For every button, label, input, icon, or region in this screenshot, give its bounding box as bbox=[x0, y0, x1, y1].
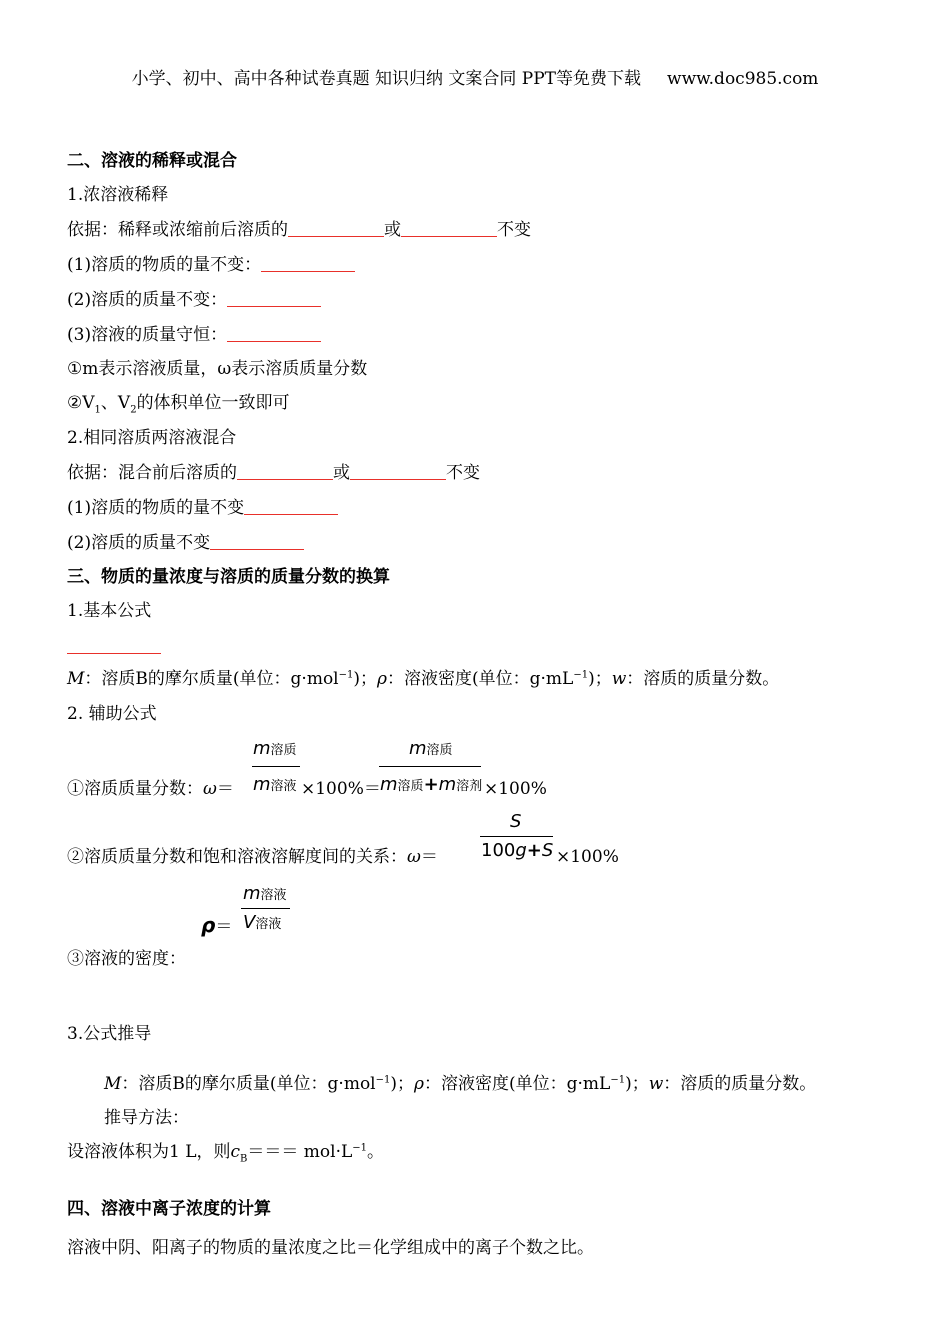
s2-sub2: 2.相同溶质两溶液混合 bbox=[67, 428, 237, 448]
s2-item-j2 bbox=[67, 532, 304, 554]
note2-a: ②V bbox=[67, 393, 95, 413]
f1b-den-sub1: 溶质 bbox=[397, 779, 424, 794]
page-header bbox=[0, 64, 950, 89]
f1-num-m: m bbox=[253, 738, 271, 759]
f3-den-v: V bbox=[243, 912, 256, 933]
legend-w: w bbox=[611, 669, 627, 689]
f1b-den-m1: m bbox=[380, 774, 398, 795]
legend-a: ：溶质B的摩尔质量(单位：g·mol bbox=[84, 669, 339, 689]
s2-basis bbox=[67, 219, 531, 241]
derive-sup: −1 bbox=[352, 1142, 368, 1154]
f1-label-text: ①溶质质量分数： bbox=[67, 779, 203, 799]
f2-eq: ＝ bbox=[420, 847, 438, 867]
f1-den-m: m bbox=[253, 774, 271, 795]
f2-pct: ×100% bbox=[556, 847, 619, 867]
s2-item-3-text: (3)溶液的质量守恒： bbox=[67, 325, 228, 345]
section-3-heading: 三、物质的量浓度与溶质的质量分数的换算 bbox=[67, 567, 390, 587]
legend-d: )； bbox=[588, 669, 612, 689]
f2-omega: ω bbox=[407, 847, 421, 867]
f1-numerator bbox=[253, 738, 297, 759]
f3-numerator bbox=[243, 883, 287, 904]
f1-omega: ω bbox=[203, 779, 217, 799]
f1b-pct: ×100% bbox=[484, 779, 547, 799]
f3-den-sub: 溶液 bbox=[255, 917, 282, 932]
s2-j1-text: (1)溶质的物质的量不变 bbox=[67, 498, 245, 518]
f1b-num-sub: 溶质 bbox=[426, 743, 453, 758]
s2-basis-2 bbox=[67, 462, 480, 484]
s2-j2-text: (2)溶质的质量不变 bbox=[67, 533, 211, 553]
legend2-c: ：溶液密度(单位：g·mL bbox=[424, 1074, 611, 1094]
f2-den-g: g bbox=[515, 840, 527, 861]
f3-rho bbox=[201, 913, 232, 938]
section-4-heading: 四、溶液中离子浓度的计算 bbox=[67, 1199, 271, 1219]
fraction-bar bbox=[379, 766, 481, 767]
derive-method: 推导方法： bbox=[104, 1108, 189, 1128]
legend-M: M bbox=[67, 669, 85, 689]
legend2-w: w bbox=[648, 1074, 664, 1094]
f2-num-s: S bbox=[510, 811, 522, 832]
s2-basis2-or: 或 bbox=[333, 463, 350, 483]
f2-den-plus: + bbox=[526, 840, 542, 861]
f2-den-s: S bbox=[541, 840, 554, 861]
f3-num-m: m bbox=[243, 883, 261, 904]
answer-blank[interactable] bbox=[227, 290, 321, 307]
s3-sub1: 1.基本公式 bbox=[67, 601, 152, 621]
s3-sub2: 2. 辅助公式 bbox=[67, 704, 157, 724]
header-url[interactable]: www.doc985.com bbox=[667, 69, 819, 89]
legend2-sup2: −1 bbox=[610, 1074, 626, 1086]
derive-line bbox=[67, 1141, 384, 1163]
f2-den-100: 100 bbox=[481, 840, 516, 861]
f1b-num-m: m bbox=[409, 738, 427, 759]
fraction-bar bbox=[241, 908, 290, 909]
f3-num-sub: 溶液 bbox=[260, 888, 287, 903]
derive-c: c bbox=[230, 1142, 241, 1162]
s2-item-2-text: (2)溶质的质量不变： bbox=[67, 290, 228, 310]
s2-item-j1 bbox=[67, 497, 338, 519]
f2-label-text: ②溶质质量分数和饱和溶液溶解度间的关系： bbox=[67, 847, 407, 867]
derive-line-b: ＝＝＝ mol·L bbox=[247, 1142, 353, 1162]
fraction-bar bbox=[480, 836, 553, 837]
f1-num-sub: 溶质 bbox=[270, 743, 297, 758]
answer-blank[interactable] bbox=[210, 533, 304, 550]
f1b-den-m2: m bbox=[438, 774, 457, 795]
legend-c: ：溶液密度(单位：g·mL bbox=[387, 669, 574, 689]
legend2-a: ：溶质B的摩尔质量(单位：g·mol bbox=[121, 1074, 376, 1094]
answer-blank[interactable] bbox=[261, 255, 355, 272]
legend-e: ：溶质的质量分数。 bbox=[626, 669, 780, 689]
section-2-heading: 二、溶液的稀释或混合 bbox=[67, 151, 237, 171]
legend2-sup1: −1 bbox=[375, 1074, 391, 1086]
s2-note-2 bbox=[67, 392, 290, 414]
f1-label bbox=[67, 778, 234, 800]
f3-label: ③溶液的密度： bbox=[67, 949, 186, 969]
legend2-rho: ρ bbox=[414, 1074, 425, 1094]
s3-sub3: 3.公式推导 bbox=[67, 1024, 152, 1044]
f1b-numerator bbox=[409, 738, 453, 759]
s2-basis-text: 依据：稀释或浓缩前后溶质的 bbox=[67, 220, 288, 240]
legend-rho: ρ bbox=[377, 669, 388, 689]
fraction-bar bbox=[252, 766, 300, 767]
s2-item-1-text: (1)溶质的物质的量不变： bbox=[67, 255, 262, 275]
s2-sub1: 1.浓溶液稀释 bbox=[67, 185, 169, 205]
f2-denominator bbox=[481, 840, 553, 861]
note2-c: 的体积单位一致即可 bbox=[136, 393, 290, 413]
s2-basis2-text: 依据：混合前后溶质的 bbox=[67, 463, 237, 483]
legend-sup2: −1 bbox=[573, 669, 589, 681]
answer-blank[interactable] bbox=[288, 220, 384, 237]
f1-eq: ＝ bbox=[216, 779, 234, 799]
f3-denominator bbox=[243, 912, 281, 933]
s2-note-1: ①m表示溶液质量，ω表示溶质质量分数 bbox=[67, 359, 368, 379]
answer-blank[interactable] bbox=[67, 653, 161, 654]
answer-blank[interactable] bbox=[350, 463, 446, 480]
f3-rho-symbol: ρ bbox=[201, 913, 216, 937]
answer-blank[interactable] bbox=[227, 325, 321, 342]
derive-line-a: 设溶液体积为1 L，则 bbox=[67, 1142, 231, 1162]
legend2-M: M bbox=[104, 1074, 122, 1094]
legend-b: )； bbox=[353, 669, 378, 689]
derive-line-c: 。 bbox=[367, 1142, 385, 1162]
s2-item-3 bbox=[67, 324, 321, 346]
answer-blank[interactable] bbox=[244, 498, 338, 515]
s3-legend-2 bbox=[104, 1073, 816, 1095]
answer-blank[interactable] bbox=[401, 220, 497, 237]
legend2-d: )； bbox=[625, 1074, 649, 1094]
note2-sub2: 2 bbox=[130, 404, 137, 416]
s2-item-1 bbox=[67, 254, 355, 276]
legend2-b: )； bbox=[390, 1074, 415, 1094]
f1b-den-sub2: 溶剂 bbox=[456, 779, 483, 794]
s2-basis-end: 不变 bbox=[497, 220, 531, 240]
legend-sup1: −1 bbox=[338, 669, 354, 681]
f1-den-sub: 溶液 bbox=[270, 779, 297, 794]
s2-basis-or: 或 bbox=[384, 220, 401, 240]
f1b-plus: + bbox=[423, 774, 439, 795]
header-title: 小学、初中、高中各种试卷真题 知识归纳 文案合同 PPT等免费下载 bbox=[131, 69, 642, 89]
f2-numerator bbox=[510, 811, 521, 832]
s4-text: 溶液中阴、阳离子的物质的量浓度之比＝化学组成中的离子个数之比。 bbox=[67, 1238, 594, 1258]
f2-label bbox=[67, 846, 438, 868]
answer-blank[interactable] bbox=[237, 463, 333, 480]
legend2-e: ：溶质的质量分数。 bbox=[663, 1074, 817, 1094]
s2-basis2-end: 不变 bbox=[446, 463, 480, 483]
note2-b: 、V bbox=[100, 393, 131, 413]
s2-item-2 bbox=[67, 289, 321, 311]
derive-sub: B bbox=[240, 1153, 248, 1165]
f1-denominator bbox=[253, 774, 297, 795]
note2-sub1: 1 bbox=[94, 404, 101, 416]
f3-eq: ＝ bbox=[215, 917, 233, 937]
f1b-denominator bbox=[380, 774, 482, 795]
s3-legend bbox=[67, 668, 779, 690]
f1-pct: ×100%＝ bbox=[301, 779, 381, 799]
